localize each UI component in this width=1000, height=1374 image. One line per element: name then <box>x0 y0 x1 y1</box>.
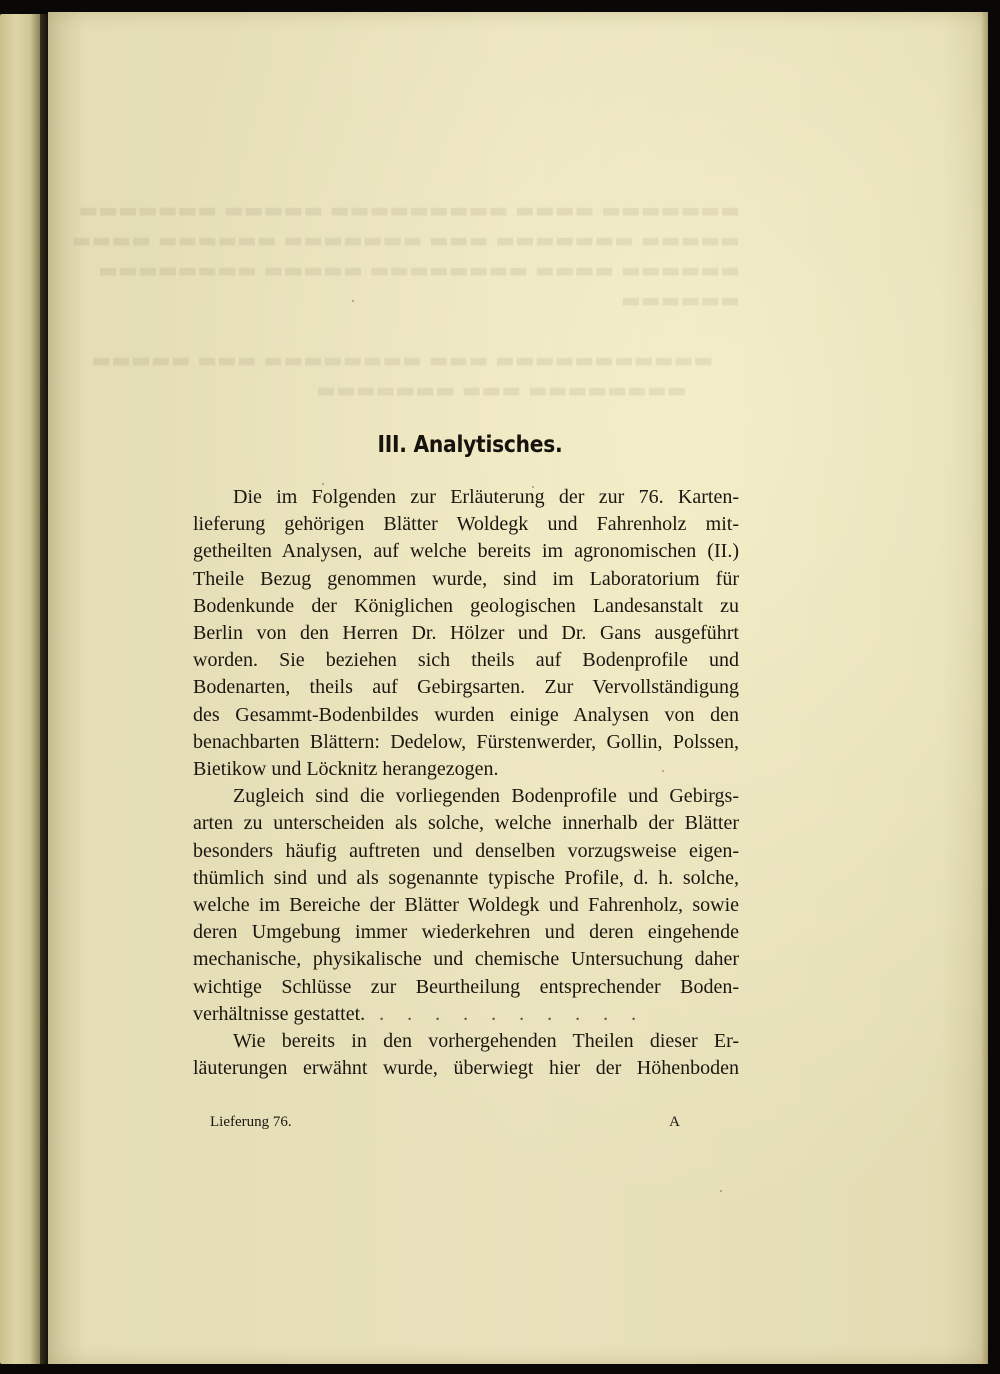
page-footer <box>210 1114 680 1131</box>
text-line: arten zu unterscheiden als solche, welche innerhalb der Blätter <box>193 812 739 835</box>
text-line: thümlich sind und als sogenannte typische Profile, d. h. solche, <box>193 866 739 889</box>
body-text <box>193 484 739 1082</box>
paper-speckle <box>720 1190 722 1192</box>
paper-speckle <box>532 486 534 488</box>
paper-speckle <box>322 483 324 485</box>
text-line: des Gesammt-Bodenbildes wurden einige Analysen von den <box>193 703 739 726</box>
text-line: Bodenkunde der Königlichen geologischen Landesanstalt zu <box>193 594 739 617</box>
text-line: Die im Folgenden zur Erläuterung der zur 76. Karten- <box>233 486 739 508</box>
text-line: wichtige Schlüsse zur Beurtheilung entsprechender Boden- <box>193 975 739 998</box>
text-line: Zugleich sind die vorliegenden Bodenprofile und Gebirgs- <box>233 785 739 808</box>
section-heading: III. Analytisches. <box>377 432 563 458</box>
paper-speckle <box>662 770 664 772</box>
signature-mark: Lieferung 76. <box>210 1114 292 1130</box>
text-line: worden. Sie beziehen sich theils auf Bodenprofile und <box>193 649 739 672</box>
text-line: läuterungen erwähnt wurde, überwiegt hier der Höhenboden <box>193 1057 739 1080</box>
paper-speckle <box>352 300 354 302</box>
text-line: verhältnisse gestattet. . . . . . . . . . . <box>193 1002 646 1025</box>
text-line: getheilten Analysen, auf welche bereits im agronomischen (II.) <box>193 540 739 563</box>
text-line: Berlin von den Herren Dr. Hölzer und Dr. Gans ausgeführt <box>193 622 739 645</box>
text-line: deren Umgebung immer wiederkehren und deren eingehende <box>193 921 739 944</box>
text-line: Bodenarten, theils auf Gebirgsarten. Zur Vervollständigung <box>193 676 739 699</box>
book-gutter <box>40 14 48 1364</box>
paragraph-3 <box>193 1028 739 1082</box>
paragraph-2 <box>193 783 739 1028</box>
text-line: welche im Bereiche der Blätter Woldegk und Fahrenholz, sowie <box>193 894 739 917</box>
text-line: benachbarten Blättern: Dedelow, Fürstenwerder, Gollin, Polssen, <box>193 730 739 753</box>
text-line: Bietikow und Löcknitz herangezogen. <box>193 758 499 781</box>
leader-dots: . . . . . . . . . . <box>365 1002 646 1025</box>
text-line: besonders häufig auftreten und denselben vorzugsweise eigen- <box>193 839 739 862</box>
paragraph-1 <box>193 484 739 783</box>
text-line: Wie bereits in den vorhergehenden Theilen dieser Er- <box>233 1030 739 1053</box>
text-line: lieferung gehörigen Blätter Woldegk und Fahrenholz mit- <box>193 513 739 536</box>
page-edge-shadow <box>982 12 988 1364</box>
text-line: mechanische, physikalische und chemische Untersuchung daher <box>193 948 739 971</box>
facing-page-edge <box>0 14 40 1364</box>
paper-speckle <box>432 878 434 880</box>
sheet-signature-letter: A <box>669 1114 680 1130</box>
text-line: Theile Bezug genommen wurde, sind im Laboratorium für <box>193 567 739 590</box>
